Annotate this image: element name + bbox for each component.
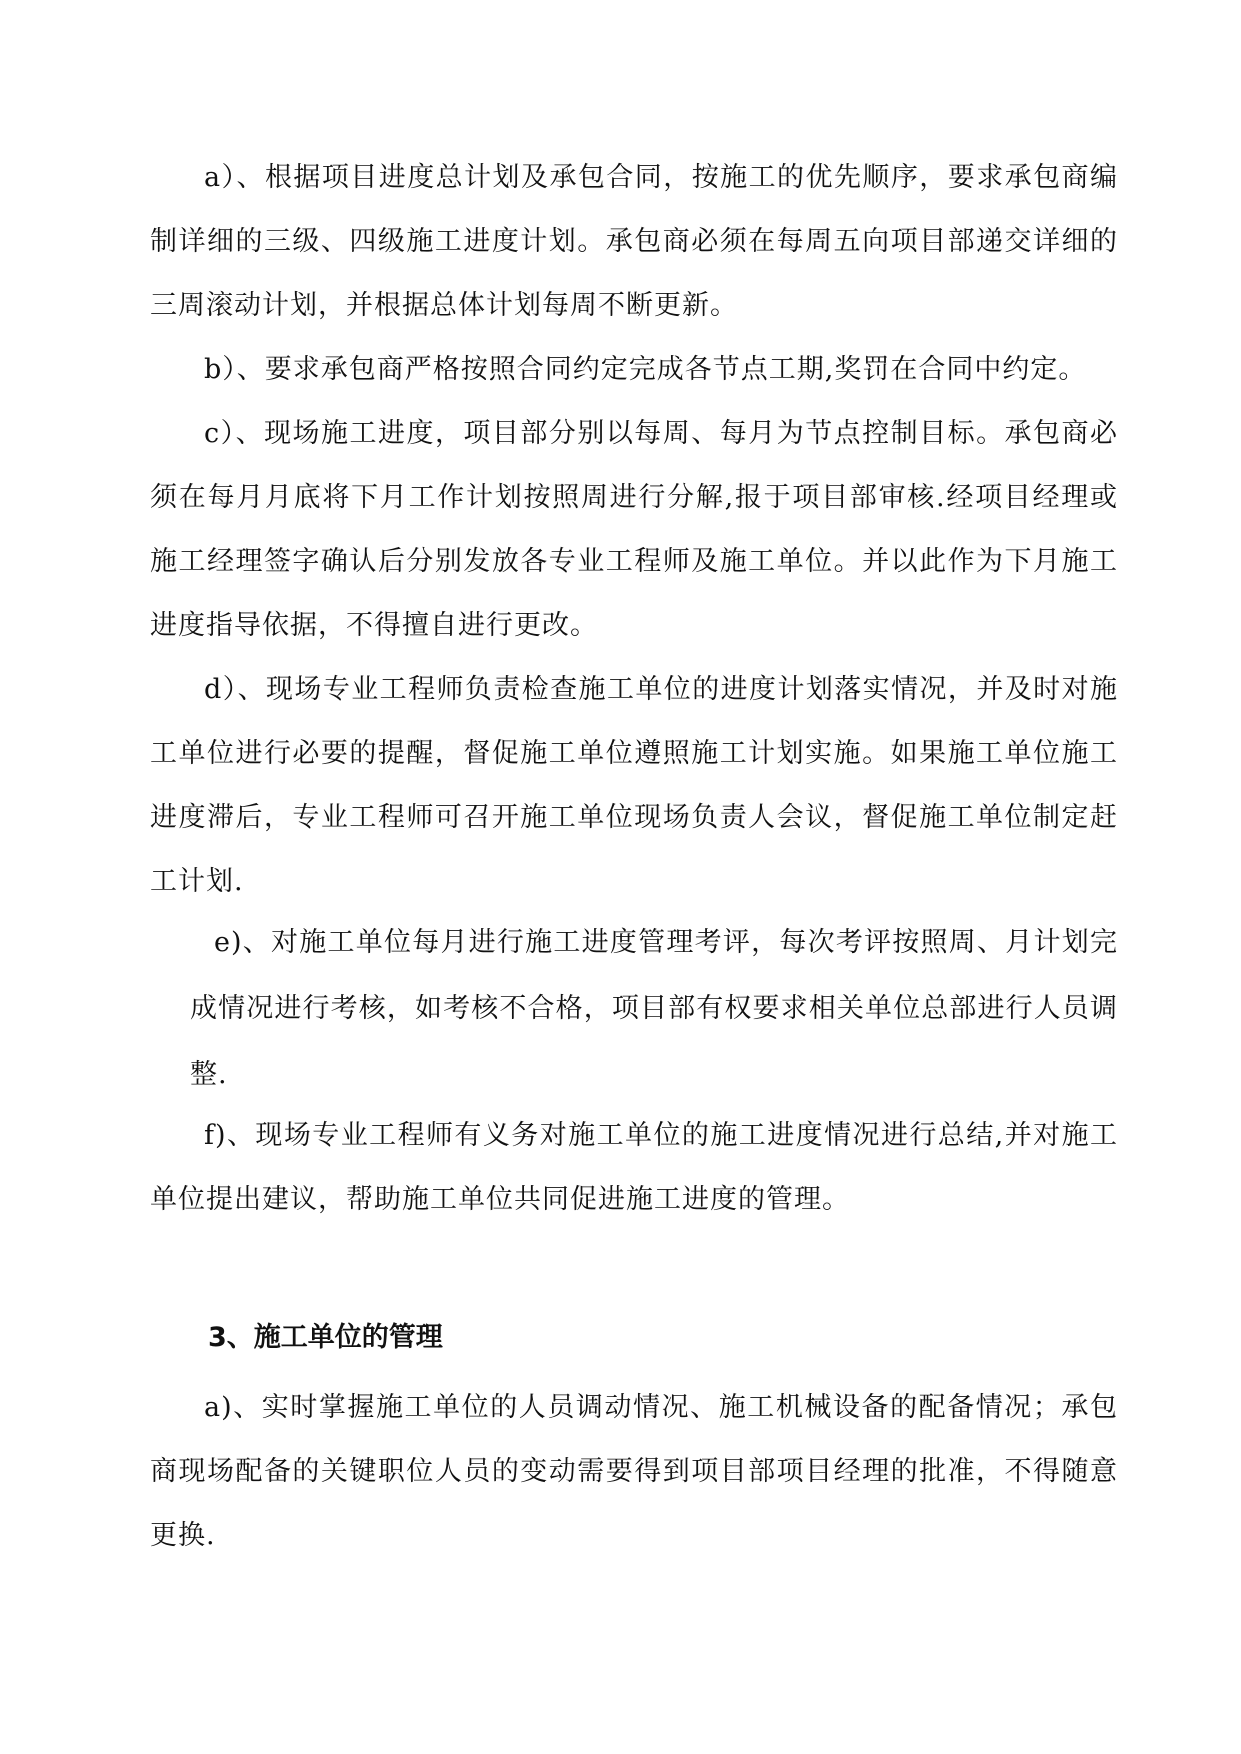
section-heading: 3、施工单位的管理 <box>208 1322 443 1353</box>
paragraph-c: c）、现场施工进度，项目部分别以每周、每月为节点控制目标。承包商必须在每月月底将下月工作计划按照周进行分解,报于项目部审核.经项目经理或施工经理签字确认后分别发放各专业工程师及施工单位。并以此作为下月施工进度指导依据，不得擅自进行更改。 <box>150 418 1118 641</box>
paragraph-b: b）、要求承包商严格按照合同约定完成各节点工期,奖罚在合同中约定。 <box>204 354 1087 385</box>
paragraph-e: e)、对施工单位每月进行施工进度管理考评，每次考评按照周、月计划完成情况进行考核，如考核不合格，项目部有权要求相关单位总部进行人员调整. <box>190 927 1118 1090</box>
paragraph-f: f)、现场专业工程师有义务对施工单位的施工进度情况进行总结,并对施工单位提出建议，帮助施工单位共同促进施工进度的管理。 <box>150 1120 1118 1215</box>
section3-paragraph-a: a)、实时掌握施工单位的人员调动情况、施工机械设备的配备情况；承包商现场配备的关键职位人员的变动需要得到项目部项目经理的批准，不得随意更换. <box>150 1392 1118 1551</box>
paragraph-a: a）、根据项目进度总计划及承包合同，按施工的优先顺序，要求承包商编制详细的三级、四级施工进度计划。承包商必须在每周五向项目部递交详细的三周滚动计划，并根据总体计划每周不断更新。 <box>150 162 1118 321</box>
paragraph-d: d）、现场专业工程师负责检查施工单位的进度计划落实情况，并及时对施工单位进行必要的提醒，督促施工单位遵照施工计划实施。如果施工单位施工进度滞后，专业工程师可召开施工单位现场负责人会议，督促施工单位制定赶工计划. <box>150 674 1118 897</box>
